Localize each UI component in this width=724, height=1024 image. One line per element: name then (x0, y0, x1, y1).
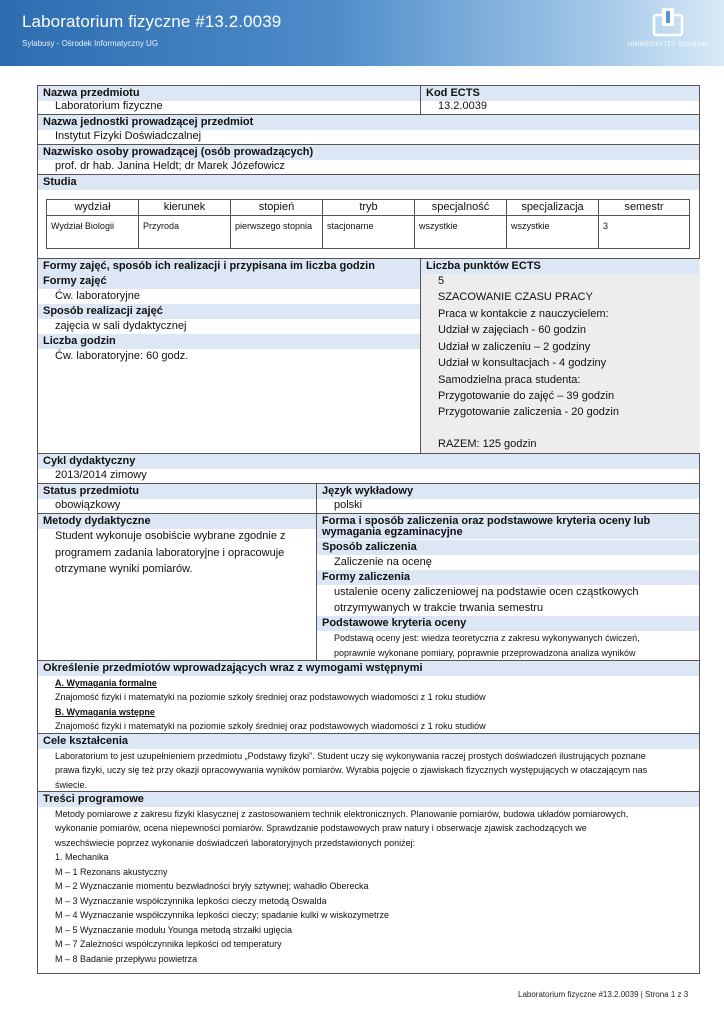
methods-label: Metody dydaktyczne (38, 514, 316, 529)
prereq-b-value: Znajomość fizyki i matematyki na poziomie szkoły średniej oraz podstawowych wiadomości z 1 roku studiów (55, 721, 486, 731)
status-value: obowiązkowy (55, 499, 121, 511)
course-name: Laboratorium fizyczne (55, 100, 163, 112)
table-cell: pierwszego stopnia (231, 216, 323, 248)
content-line: wszechświecie poprzez wykonanie doświadczeń laboratoryjnych przedstawionych poniżej: (55, 838, 416, 848)
table-cell: Wydział Biologii (47, 216, 139, 248)
ects-code-label: Kod ECTS (421, 86, 699, 101)
table-cell: wszystkie (507, 216, 599, 248)
goals-line: świecie. (55, 780, 88, 790)
ects-code: 13.2.0039 (438, 100, 487, 112)
unit-label: Nazwa jednostki prowadzącej przedmiot (38, 115, 699, 130)
hours-label: Liczba godzin (38, 334, 420, 349)
unit-value: Instytut Fizyki Doświadczalnej (55, 130, 202, 142)
col-header: specjalizacja (507, 200, 599, 215)
assessment-way-value: Zaliczenie na ocenę (334, 556, 432, 568)
content-line: M – 7 Zależności współczynnika lepkości od temperatury (55, 939, 282, 949)
assessment-label (317, 514, 699, 539)
content-line: Metody pomiarowe z zakresu fizyki klasycznej z zastosowaniem technik elektronicznych. Planowanie pomiarów, budowa układów pomiarowych, (55, 809, 629, 819)
table-cell: stacjonarne (323, 216, 415, 248)
ects-points: 5 (438, 275, 445, 287)
page-title: Laboratorium fizyczne #13.2.0039 (22, 12, 282, 31)
page-footer: Laboratorium fizyczne #13.2.0039 | Strona 1 z 3 (518, 990, 689, 999)
ects-line: Przygotowanie do zajęć – 39 godzin (438, 390, 615, 402)
criteria-line: Podstawą oceny jest: wiedza teoretyczna z zakresu wykonywanych ćwiczeń, (334, 633, 640, 643)
methods-line: otrzymane wyniki pomiarów. (55, 563, 193, 575)
forms-section-label: Formy zajęć, sposób ich realizacji i przypisana im liczba godzin (38, 259, 420, 274)
status-label: Status przedmiotu (38, 484, 316, 499)
teachers-label: Nazwisko osoby prowadzącej (osób prowadzących) (38, 145, 699, 160)
method-value: zajęcia w sali dydaktycznej (55, 320, 187, 332)
language-label: Język wykładowy (317, 484, 699, 499)
assessment-forms-line: otrzymywanych w trakcie trwania semestru (334, 602, 544, 614)
methods-line: programem zadania laboratoryjne i opracowuje (55, 547, 285, 559)
content-line: M – 2 Wyznaczanie momentu bezwładności bryły sztywnej; wahadło Oberecka (55, 881, 369, 891)
goals-label: Cele kształcenia (38, 734, 699, 749)
university-logo-icon (652, 7, 684, 37)
col-header: wydział (47, 200, 139, 215)
assessment-label-line: wymagania egzaminacyjne (322, 526, 463, 538)
goals-line: prawa fizyki, uczy się też przy okazji opracowywania wyników pomiarów. Wyrabia pojęcie o zjawiskach fizycznych występujących w otaczającym nas (55, 765, 648, 775)
assessment-label-line: Forma i sposób zaliczenia oraz podstawowe kryteria oceny lub (322, 515, 651, 527)
cycle-label: Cykl dydaktyczny (38, 454, 699, 469)
content-line: M – 4 Wyznaczanie współczynnika lepkości cieczy; spadanie kulki w wiskozymetrze (55, 910, 390, 920)
table-cell: wszystkie (415, 216, 507, 248)
col-header: stopień (231, 200, 323, 215)
prereq-b-label: B. Wymagania wstępne (55, 707, 155, 717)
forms-label: Formy zajęć (38, 274, 420, 289)
page-subtitle: Sylabusy - Ośrodek Informatyczny UG (22, 39, 159, 48)
criteria-label: Podstawowe kryteria oceny (317, 616, 699, 631)
university-name: UNIWERSYTET GDAŃSKI (628, 42, 708, 48)
col-header: semestr (624, 201, 664, 213)
col-header: specjalność (415, 200, 507, 215)
assessment-forms-label: Formy zaliczenia (317, 570, 699, 585)
methods-line: Student wykonuje osobiście wybrane zgodnie z (55, 530, 286, 542)
content-line: wykonanie pomiarów, ocena niepewności pomiarów. Sprawdzanie podstawowych praw natury i obserwacje zjawisk zachodzących we (55, 823, 587, 833)
content-line: M – 5 Wyznaczanie modułu Younga metodą strzałki ugięcia (55, 925, 293, 935)
ects-line: Przygotowanie zaliczenia - 20 godzin (438, 406, 619, 418)
content-line: 1. Mechanika (55, 852, 109, 862)
ects-line: Praca w kontakcie z nauczycielem: (438, 308, 609, 320)
method-label: Sposób realizacji zajęć (38, 304, 420, 319)
ects-line: Udział w zajęciach - 60 godzin (438, 324, 586, 336)
assessment-forms-line: ustalenie oceny zaliczeniowej na podstawie ocen cząstkowych (334, 586, 639, 598)
content-label: Treści programowe (38, 792, 699, 807)
teachers-value: prof. dr hab. Janina Heldt; dr Marek Józefowicz (55, 160, 285, 172)
header-banner (0, 0, 724, 66)
criteria-line: poprawnie wykonane pomiary, poprawnie przeprowadzona analiza wyników (334, 648, 636, 658)
studies-table (46, 199, 690, 249)
ects-line: Udział w zaliczeniu – 2 godziny (438, 341, 591, 353)
course-name-label: Nazwa przedmiotu (38, 86, 420, 101)
ects-points-label: Liczba punktów ECTS (421, 259, 699, 274)
table-cell: Przyroda (139, 216, 231, 248)
ects-line: SZACOWANIE CZASU PRACY (438, 291, 593, 303)
col-header: kierunek (139, 200, 231, 215)
prereq-label: Określenie przedmiotów wprowadzających wraz z wymogami wstępnymi (38, 661, 699, 676)
hours-value: Ćw. laboratoryjne: 60 godz. (55, 350, 189, 362)
content-line: M – 1 Rezonans akustyczny (55, 867, 168, 877)
cycle-value: 2013/2014 zimowy (55, 469, 147, 481)
col-header: tryb (323, 200, 415, 215)
assessment-way-label: Sposób zaliczenia (317, 540, 699, 555)
content-line: M – 3 Wyznaczanie współczynnika lepkości cieczy metodą Oswalda (55, 896, 327, 906)
ects-total: RAZEM: 125 godzin (438, 438, 537, 450)
table-cell: 3 (603, 221, 609, 231)
studies-table-header (47, 200, 689, 216)
ects-panel (420, 259, 700, 453)
ects-line: Samodzielna praca studenta: (438, 374, 581, 386)
prereq-a-value: Znajomość fizyki i matematyki na poziomie szkoły średniej oraz podstawowych wiadomości z 1 roku studiów (55, 692, 486, 702)
content-line: M – 8 Badanie przepływu powietrza (55, 954, 198, 964)
goals-line: Laboratorium to jest uzupełnieniem przedmiotu „Podstawy fizyki”. Student uczy się wykonywania raczej prostych doświadczeń ilustrujących poznane (55, 751, 646, 761)
forms-value: Ćw. laboratoryjne (55, 290, 140, 302)
studies-label: Studia (38, 175, 699, 190)
language-value: polski (334, 499, 363, 511)
prereq-a-label: A. Wymagania formalne (55, 678, 157, 688)
table-row (47, 216, 689, 248)
ects-line: Udział w konsultacjach - 4 godziny (438, 357, 607, 369)
